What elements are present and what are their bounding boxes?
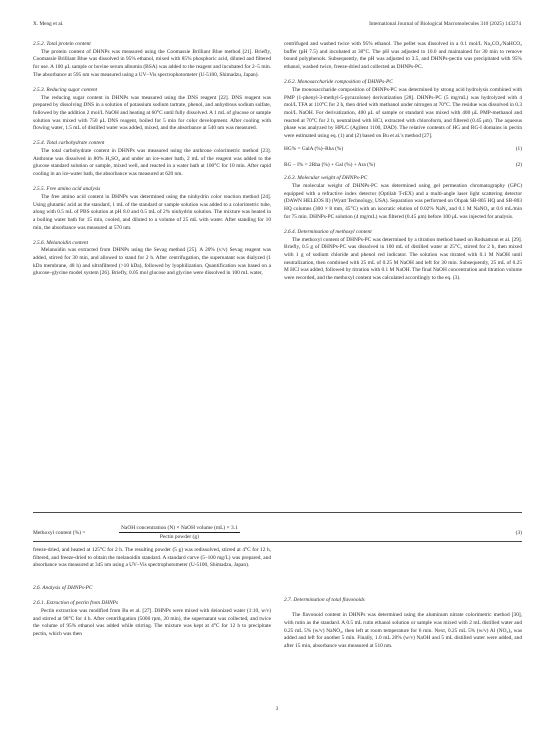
paragraph: The total carbohydrate content in DHNPs was measured using the anthrone colorimetric method [23]. Anthrone was dissolved in 80% H₂SO₄ and under an ice-water bath, 2 mL of the reagent was added to the glucose standard solution or sample, mixed well, and reacted in a water bath at 100°C for 10 min. After rapid cooling in an ice-water bath, the absorbance was measured at 620 nm.	[33, 148, 271, 178]
equation-bottom-rule	[33, 541, 522, 542]
running-header-journal: International Journal of Biological Macromolecules 310 (2025) 143274	[369, 21, 521, 27]
paragraph: The flavonoid content in DHNPs was determined using the aluminum nitrate colorimetric method [30], with rutin as the standard. A 0.5 mL rutin ethanol solution or sample was mixed with 2 mL distilled water and 0.25 mL 5% (w/v) NaNO₂, then left at room temperature for 6 min. Next, 0.25 mL 5% (w/v) Al (NO₃)₃ was added and left for another 5 min. Finally, 1.0 mL 20% (w/v) NaOH and 5 mL distilled water were added, and after 15 min, absorbance was measured at 510 nm.	[284, 612, 522, 649]
equation-2-number: (2)	[515, 162, 522, 169]
equation-3-number: (3)	[515, 530, 522, 536]
equation-2	[284, 162, 522, 172]
equation-top-rule	[33, 512, 522, 513]
section-heading: 2.5.6. Melanoidin content	[33, 239, 89, 246]
paragraph-continued: centrifuged and washed twice with 95% ethanol. The pellet was dissolved in a 0.1 mol/L Na₂CO₃/NaHCO₃ buffer (pH 7.5) and incubated at 30°C. The pH was adjusted to 10.0 and maintained for 30 min to remove bound polyphenols. Subsequently, the pH was adjusted to 3.5, and DHNPs-pectin was precipitated with 95% ethanol, washed twice, freeze-dried and collected as DHNPs-PC.	[284, 41, 522, 70]
section-heading: 2.6.3. Molecular weight of DHNPs-PC	[284, 175, 368, 182]
page-number: 3	[275, 706, 279, 712]
paragraph: The molecular weight of DHNPs-PC was determined using gel permeation chromatography (GPC) equipped with a refractive index detector (Optilab T-rEX) and a multi-angle laser light scattering detector (DAWN HELEOS II) (Wyatt Technology, USA). Separation was performed on Ohpak SB-805 HQ and SB-803 HQ columns (300 × 8 mm, 45°C) with an isocratic elution of 0.02% NaN₃ and 0.1 M NaNO₃ at 0.6 mL/min for 75 min. DHNPs-PC solution (4 mg/mL) was filtered (0.45 μm) before 100 μL was injected for analysis.	[284, 183, 522, 220]
right-column	[284, 41, 522, 283]
bottom-right-column	[284, 597, 522, 651]
paragraph: The free amino acid content in DHNPs was determined using the ninhydrin color reaction method [24]. Using glutamic acid as the standard, 1 mL of the standard or sample solution was added to a colorimetric tube, along with 0.5 mL of PBS solution at pH 8.0 and 0.5 mL of 2% ninhydrin solution. The mixture was heated in a boiling water bath for 15 min, cooled, and diluted to a volume of 25 mL with water. After standing for 10 min, the absorbance was measured at 570 nm.	[33, 193, 271, 231]
section-heading: 2.5.3. Reducing sugar content	[33, 86, 98, 93]
equation-3-fraction	[119, 524, 240, 541]
equation-3-denominator: Pectin powder (g)	[159, 534, 199, 540]
equation-1-text: HG% = GalA (%)–Rha (%)	[284, 146, 344, 153]
equation-3-lhs: Methoxyl content (%) =	[33, 530, 86, 536]
equation-1-number: (1)	[515, 146, 522, 153]
section-heading: 2.6.4. Determination of methoxyl content	[284, 229, 372, 235]
paragraph: The monosaccharide composition of DHNPs-PC was determined by strong acid hydrolysis combined with PMP (1-phenyl-3-methyl-5-pyrazolone) derivatization [28]. DHNPs-PC (5 mg/mL) was hydrolyzed with 4 mol/L TFA at 110°C for 2 h, then dried with methanol under nitrogen at 70°C. The residue was dissolved in 0.3 mol/L NaOH. For derivatization, 400 μL of sample or standard was mixed with 400 μL PMP-methanol and reacted at 70°C for 2 h, neutralized with HCl, extracted with chloroform, and filtered (0.45 μm). The aqueous phase was analyzed by HPLC (Agilent 1100, DAD). The relative contents of HG and RG-I domains in pectin were estimated using eq. (1) and (2) based on Bu et al.'s method [27].	[284, 86, 522, 139]
paragraph: Melanoidin was extracted from DHNPs using the Sevag method [25]. A 20% (v/v) Sevag reagent was added, stirred for 30 min, and allowed to stand for 2 h. After centrifugation, the supernatant was dialyzed (1 kDa membrane, 48 h) and ultrafiltered (>10 kDa), followed by lyophilization. Quantification was based on a glucose–glycine model system [26]. Briefly, 0.05 mol glucose and glycine were dissolved in 100 mL water,	[33, 247, 271, 277]
paragraph: The methoxyl content of DHNPs-PC was determined by a titration method based on Rodsamran et al. [29]. Briefly, 0.5 g of DHNPs-PC was dissolved in 100 mL of distilled water at 25°C, stirred for 2 h, then mixed with 1 g of sodium chloride and phenol red indicator. The solution was titrated with 0.1 M NaOH until neutralization, then combined with 25 mL of 0.25 M NaOH and left for 30 min. Subsequently, 25 mL of 0.25 M HCl was added, followed by titration with 0.1 M NaOH. The final NaOH concentration and titration volume were recorded, and the methoxyl content was calculated accordingly to the eq. (3).	[284, 236, 522, 281]
section-heading: 2.6.2. Monosaccharide composition of DHNPs-PC	[284, 79, 393, 86]
section-heading: 2.6.1. Extraction of pectin from DHNPs	[33, 600, 118, 607]
paragraph: Pectin extraction was modified from Bu et al. [27]. DHNPs were mixed with deionized water (1:10, w/v) and stirred at 90°C for 4 h. After centrifugation (5000 rpm, 20 min), the supernatant was collected, and twice the volume of 95% ethanol was added while stirring. The mixture was kept at 4°C for 12 h to precipitate pectin, which was then	[33, 608, 271, 638]
equation-1	[284, 146, 522, 156]
section-heading: 2.6. Analysis of DHNPs-PC	[33, 585, 93, 592]
section-heading: 2.5.4. Total carbohydrate content	[33, 140, 105, 147]
paragraph-continued: freeze-dried, and heated at 125°C for 2 h. The resulting powder (5 g) was redissolved, stirred at 4°C for 12 h, filtered, and freeze-dried to obtain the melanoidin standard. A standard curve (5–100 mg/L) was prepared, and absorbance was measured at 345 nm using a UV–Vis spectrophotometer (U-5100, Shimadzu, Japan).	[33, 547, 271, 569]
equation-3-numerator: NaOH concentration (N) × NaOH volume (mL) × 3.1	[121, 525, 238, 531]
section-heading: 2.5.2. Total protein content	[33, 41, 91, 47]
section-heading: 2.7. Determination of total flavonoids	[284, 597, 365, 603]
left-column	[33, 41, 271, 278]
bottom-left-column	[33, 547, 271, 639]
running-header-authors: X. Meng et al.	[33, 21, 64, 27]
paragraph: The protein content of DHNPs was measured using the Coomassie Brilliant Blue method [21]. Briefly, Coomassie Brilliant Blue was dissolved in 95% ethanol, mixed with 85% phosphoric acid, diluted and filtered for use. A 100 μL sample or bovine serum albumin (BSA) was added to the reagent and incubated for 2–5 min. The absorbance at 595 nm was measured using a UV–Vis spectrophotometer (U-5100, Shimadzu, Japan).	[33, 48, 271, 78]
equation-2-text: RG − I% = 2Rha (%) + Gal (%) + Ara (%)	[284, 162, 376, 169]
section-heading: 2.5.5. Free amino acid analysis	[33, 186, 101, 193]
paragraph: The reducing sugar content in DHNPs was measured using the DNS reagent [22]. DNS reagent was prepared by dissolving DNS in a solution of potassium sodium tartrate, phenol, and anhydrous sodium sulfate, followed by the addition 2 mol/L NaOH and heating at 60°C until fully dissolved. A 1 mL of glucose or sample solution was mixed with 750 μL DNS reagent, boiled for 5 min for color development. After cooling with flowing water, 1.5 mL of distilled water was added, mixed, and the absorbance at 540 nm was measured.	[33, 94, 271, 132]
